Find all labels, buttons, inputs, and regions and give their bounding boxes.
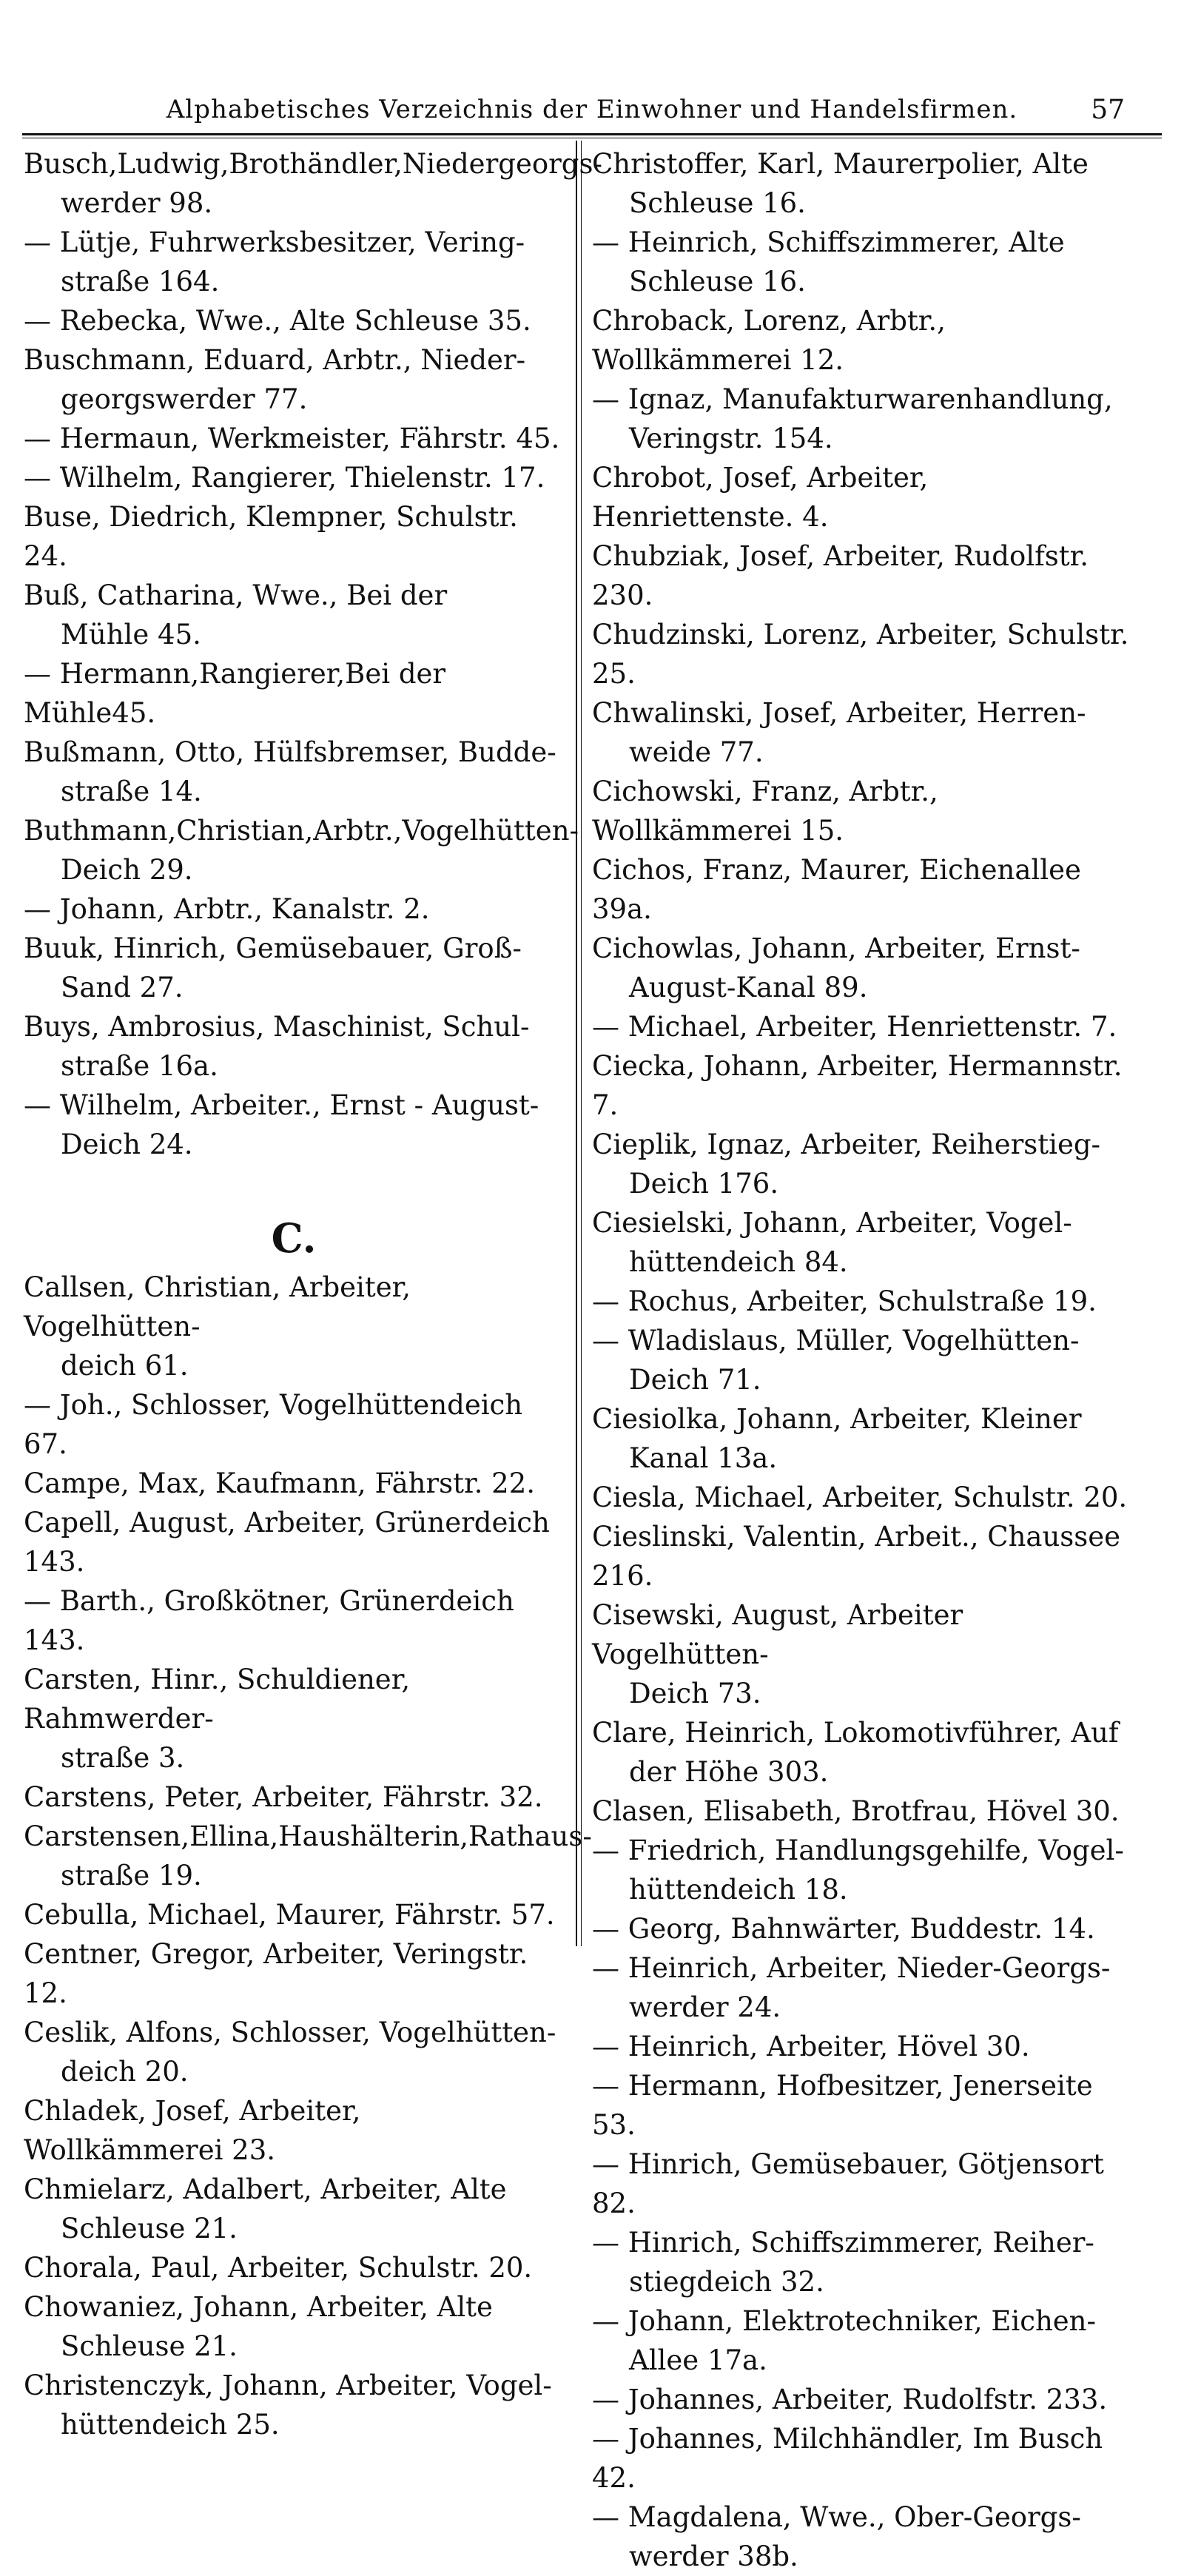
entry-continuation: deich 61. — [61, 1350, 189, 1382]
entry-line: Chrobot, Josef, Arbeiter, Henriettenste. 4. — [592, 462, 929, 533]
entry-line: Ciesiolka, Johann, Arbeiter, Kleiner — [592, 1403, 1082, 1435]
entry-line: Buuk, Hinrich, Gemüsebauer, Groß- — [24, 932, 522, 964]
entry-line: Cichowlas, Johann, Arbeiter, Ernst- — [592, 932, 1080, 964]
directory-entry — [592, 1125, 1132, 1203]
directory-entry — [592, 1792, 1132, 1831]
entry-line: — Barth., Großkötner, Grünerdeich 143. — [24, 1585, 514, 1656]
directory-entry — [24, 223, 564, 301]
directory-entry — [592, 301, 1132, 380]
directory-entry — [592, 2145, 1132, 2223]
entry-line: — Hermaun, Werkmeister, Fährstr. 45. — [24, 423, 560, 454]
directory-entry — [24, 2091, 564, 2170]
directory-entry — [24, 576, 564, 654]
entry-line: Carstensen,Ellina,Haushälterin,Rathaus- — [24, 1820, 592, 1852]
entry-line: Chubziak, Josef, Arbeiter, Rudolfstr. 230. — [592, 540, 1089, 611]
entry-line: Buys, Ambrosius, Maschinist, Schul- — [24, 1011, 530, 1043]
directory-entry — [592, 1399, 1132, 1478]
entry-continuation: werder 24. — [629, 1991, 781, 2023]
entry-continuation: deich 20. — [61, 2056, 189, 2088]
entry-line: Ciecka, Johann, Arbeiter, Hermannstr. 7. — [592, 1050, 1123, 1121]
column-divider — [576, 141, 577, 1946]
directory-entry — [24, 733, 564, 811]
entry-line: Chowaniez, Johann, Arbeiter, Alte — [24, 2291, 493, 2323]
directory-entry — [24, 419, 564, 458]
entry-continuation: straße 164. — [61, 266, 220, 297]
directory-entry — [592, 380, 1132, 458]
entry-line: Chladek, Josef, Arbeiter, Wollkämmerei 23. — [24, 2095, 361, 2166]
entry-continuation: Deich 71. — [629, 1364, 761, 1396]
entry-continuation: der Höhe 303. — [629, 1756, 829, 1788]
entry-continuation: Schleuse 21. — [61, 2330, 238, 2362]
entry-line: — Heinrich, Arbeiter, Hövel 30. — [592, 2031, 1030, 2062]
entry-line: — Ignaz, Manufakturwarenhandlung, — [592, 383, 1113, 415]
entry-continuation: Sand 27. — [61, 972, 184, 1003]
entry-line: Callsen, Christian, Arbeiter, Vogelhütten- — [24, 1271, 411, 1342]
directory-entry — [592, 615, 1132, 693]
entry-line: Campe, Max, Kaufmann, Fährstr. 22. — [24, 1467, 536, 1499]
entry-continuation: Schleuse 16. — [629, 187, 806, 219]
directory-entry — [24, 654, 564, 733]
entry-line: Christoffer, Karl, Maurerpolier, Alte — [592, 148, 1089, 180]
entry-line: — Lütje, Fuhrwerksbesitzer, Vering- — [24, 226, 525, 258]
entry-line: Clare, Heinrich, Lokomotivführer, Auf — [592, 1717, 1119, 1749]
directory-entry — [24, 2287, 564, 2366]
entry-continuation: Schleuse 21. — [61, 2213, 238, 2244]
entry-continuation: straße 19. — [61, 1860, 202, 1891]
right-entries — [592, 144, 1132, 2576]
entry-line: Christenczyk, Johann, Arbeiter, Vogel- — [24, 2370, 552, 2401]
entry-line: Ciesla, Michael, Arbeiter, Schulstr. 20. — [592, 1482, 1128, 1513]
directory-entry — [24, 1660, 564, 1778]
directory-entry — [592, 1046, 1132, 1125]
section-letter: C. — [271, 1214, 317, 1262]
entry-line: Cisewski, August, Arbeiter Vogelhütten- — [592, 1599, 963, 1670]
directory-entry — [24, 2366, 564, 2444]
entry-line: Bußmann, Otto, Hülfsbremser, Budde- — [24, 736, 556, 768]
directory-entry — [592, 693, 1132, 772]
entry-line: Chroback, Lorenz, Arbtr., Wollkämmerei 12. — [592, 305, 946, 376]
entry-continuation: georgswerder 77. — [61, 383, 308, 415]
directory-entry — [592, 1909, 1132, 1948]
entry-line: — Friedrich, Handlungsgehilfe, Vogel- — [592, 1835, 1124, 1866]
directory-entry — [24, 1007, 564, 1086]
entry-line: Carsten, Hinr., Schuldiener, Rahmwerder- — [24, 1664, 411, 1735]
directory-entry — [24, 1503, 564, 1581]
entry-line: — Heinrich, Schiffszimmerer, Alte — [592, 226, 1065, 258]
entry-line: — Magdalena, Wwe., Ober-Georgs- — [592, 2501, 1081, 2533]
entry-line: Chwalinski, Josef, Arbeiter, Herren- — [592, 697, 1086, 729]
directory-entry — [24, 1934, 564, 2013]
entry-line: Centner, Gregor, Arbeiter, Veringstr. 12. — [24, 1938, 528, 2009]
directory-entry — [592, 1478, 1132, 1517]
directory-entry — [24, 1385, 564, 1464]
entry-line: — Wladislaus, Müller, Vogelhütten- — [592, 1325, 1080, 1356]
entry-continuation: August-Kanal 89. — [629, 972, 868, 1003]
directory-entry — [592, 1282, 1132, 1321]
directory-entry — [592, 2223, 1132, 2301]
entry-line: — Georg, Bahnwärter, Buddestr. 14. — [592, 1913, 1095, 1945]
directory-entry — [24, 1817, 592, 1895]
directory-entry — [592, 1713, 1132, 1792]
page-header — [22, 87, 1162, 132]
entry-line: — Johannes, Milchhändler, Im Busch 42. — [592, 2423, 1103, 2494]
directory-entry — [592, 2419, 1132, 2498]
entry-continuation: Kanal 13a. — [629, 1442, 778, 1474]
entry-line: Cichowski, Franz, Arbtr., Wollkämmerei 15. — [592, 776, 938, 847]
directory-entry — [24, 1086, 564, 1164]
directory-entry — [24, 340, 564, 419]
entry-line: Capell, August, Arbeiter, Grünerdeich 143. — [24, 1507, 550, 1578]
entry-line: Buthmann,Christian,Arbtr.,Vogelhütten- — [24, 815, 579, 847]
directory-entry — [24, 929, 564, 1007]
page-number: 57 — [1091, 94, 1125, 125]
directory-entry — [592, 1007, 1132, 1046]
entry-line: — Wilhelm, Rangierer, Thielenstr. 17. — [24, 462, 545, 494]
directory-entry — [592, 850, 1132, 929]
directory-entry — [24, 2013, 564, 2091]
directory-entry — [24, 890, 564, 929]
entry-continuation: Allee 17a. — [629, 2344, 767, 2376]
directory-entry — [592, 1948, 1132, 2027]
directory-entry — [24, 1581, 564, 1660]
directory-entry — [592, 2301, 1132, 2380]
entry-line: Cichos, Franz, Maurer, Eichenallee 39a. — [592, 854, 1081, 925]
directory-entry — [592, 2498, 1132, 2576]
entry-line: Carstens, Peter, Arbeiter, Fährstr. 32. — [24, 1781, 543, 1813]
entry-continuation: Schleuse 16. — [629, 266, 806, 297]
directory-entry — [592, 2066, 1132, 2145]
entry-line: Chudzinski, Lorenz, Arbeiter, Schulstr. 25. — [592, 619, 1129, 690]
directory-entry — [592, 1517, 1132, 1595]
directory-entry — [592, 458, 1132, 537]
directory-entry — [592, 772, 1132, 850]
entry-continuation: straße 16a. — [61, 1050, 218, 1082]
entry-continuation: stiegdeich 32. — [629, 2266, 824, 2298]
entry-line: — Hermann, Hofbesitzer, Jenerseite 53. — [592, 2070, 1093, 2141]
directory-entry — [592, 1595, 1132, 1713]
entry-line: Buschmann, Eduard, Arbtr., Nieder- — [24, 344, 526, 376]
directory-entry — [24, 2248, 564, 2287]
entry-continuation: Deich 29. — [61, 854, 193, 886]
entry-line: — Rochus, Arbeiter, Schulstraße 19. — [592, 1285, 1097, 1317]
entry-line: Chmielarz, Adalbert, Arbeiter, Alte — [24, 2173, 507, 2205]
column-divider-thin — [581, 141, 582, 1946]
directory-entry — [24, 1895, 564, 1934]
entry-line: Clasen, Elisabeth, Brotfrau, Hövel 30. — [592, 1795, 1120, 1827]
entry-continuation: Deich 176. — [629, 1168, 779, 1200]
directory-entry — [24, 144, 602, 223]
entry-continuation: Veringstr. 154. — [629, 423, 833, 454]
left-column — [24, 144, 602, 2444]
directory-entry — [24, 1268, 564, 1385]
entry-continuation: hüttendeich 25. — [61, 2409, 280, 2441]
directory-entry — [24, 1778, 564, 1817]
left-entries-c — [24, 1268, 592, 2444]
directory-entry — [24, 497, 564, 576]
directory-entry — [24, 2170, 564, 2248]
entry-line: Ciesielski, Johann, Arbeiter, Vogel- — [592, 1207, 1072, 1239]
entry-continuation: straße 14. — [61, 776, 202, 807]
entry-continuation: hüttendeich 18. — [629, 1874, 848, 1906]
directory-entry — [592, 1321, 1132, 1399]
page-title: Alphabetisches Verzeichnis der Einwohner und Handelsfirmen. — [166, 95, 1018, 124]
entry-line: — Hermann,Rangierer,Bei der Mühle45. — [24, 658, 446, 729]
entry-continuation: weide 77. — [629, 736, 764, 768]
entry-line: Cieplik, Ignaz, Arbeiter, Reiherstieg- — [592, 1129, 1101, 1160]
directory-entry — [592, 223, 1132, 301]
entry-line: — Hinrich, Schiffszimmerer, Reiher- — [592, 2227, 1094, 2259]
entry-line: — Johannes, Arbeiter, Rudolfstr. 233. — [592, 2384, 1108, 2415]
directory-entry — [24, 458, 564, 497]
entry-line: Cieslinski, Valentin, Arbeit., Chaussee 216. — [592, 1521, 1121, 1592]
entry-line: — Johann, Arbtr., Kanalstr. 2. — [24, 893, 430, 925]
entry-continuation: Deich 24. — [61, 1129, 193, 1160]
directory-entry — [592, 2027, 1132, 2066]
directory-entry — [592, 1831, 1132, 1909]
directory-entry — [592, 144, 1132, 223]
entry-line: Busch,Ludwig,Brothändler,Niedergeorgs- — [24, 148, 602, 180]
entry-line: — Michael, Arbeiter, Henriettenstr. 7. — [592, 1011, 1117, 1043]
entry-continuation: werder 38b. — [629, 2540, 798, 2572]
entry-line: Ceslik, Alfons, Schlosser, Vogelhütten- — [24, 2017, 556, 2048]
directory-entry — [592, 929, 1132, 1007]
entry-continuation: Mühle 45. — [61, 619, 201, 650]
entry-continuation: hüttendeich 84. — [629, 1246, 848, 1278]
entry-continuation: Deich 73. — [629, 1678, 761, 1709]
entry-line: — Wilhelm, Arbeiter., Ernst - August- — [24, 1089, 539, 1121]
entry-line: Buß, Catharina, Wwe., Bei der — [24, 579, 448, 611]
directory-entry — [24, 301, 564, 340]
entry-line: Buse, Diedrich, Klempner, Schulstr. 24. — [24, 501, 518, 572]
entry-line: — Hinrich, Gemüsebauer, Götjensort 82. — [592, 2148, 1104, 2219]
entry-line: Cebulla, Michael, Maurer, Fährstr. 57. — [24, 1899, 555, 1931]
right-column — [592, 144, 1132, 2576]
entry-line: — Johann, Elektrotechniker, Eichen- — [592, 2305, 1096, 2337]
directory-entry — [592, 1203, 1132, 1282]
entry-line: Chorala, Paul, Arbeiter, Schulstr. 20. — [24, 2252, 533, 2284]
directory-entry — [592, 537, 1132, 615]
directory-entry — [592, 2380, 1132, 2419]
entry-line: — Joh., Schlosser, Vogelhüttendeich 67. — [24, 1389, 523, 1460]
entry-continuation: werder 98. — [61, 187, 213, 219]
directory-entry — [24, 1464, 564, 1503]
directory-entry — [24, 811, 579, 890]
left-entries-b — [24, 144, 602, 1164]
entry-line: — Rebecka, Wwe., Alte Schleuse 35. — [24, 305, 531, 337]
header-rule — [22, 133, 1162, 135]
entry-line: — Heinrich, Arbeiter, Nieder-Georgs- — [592, 1952, 1111, 1984]
entry-continuation: straße 3. — [61, 1742, 185, 1774]
